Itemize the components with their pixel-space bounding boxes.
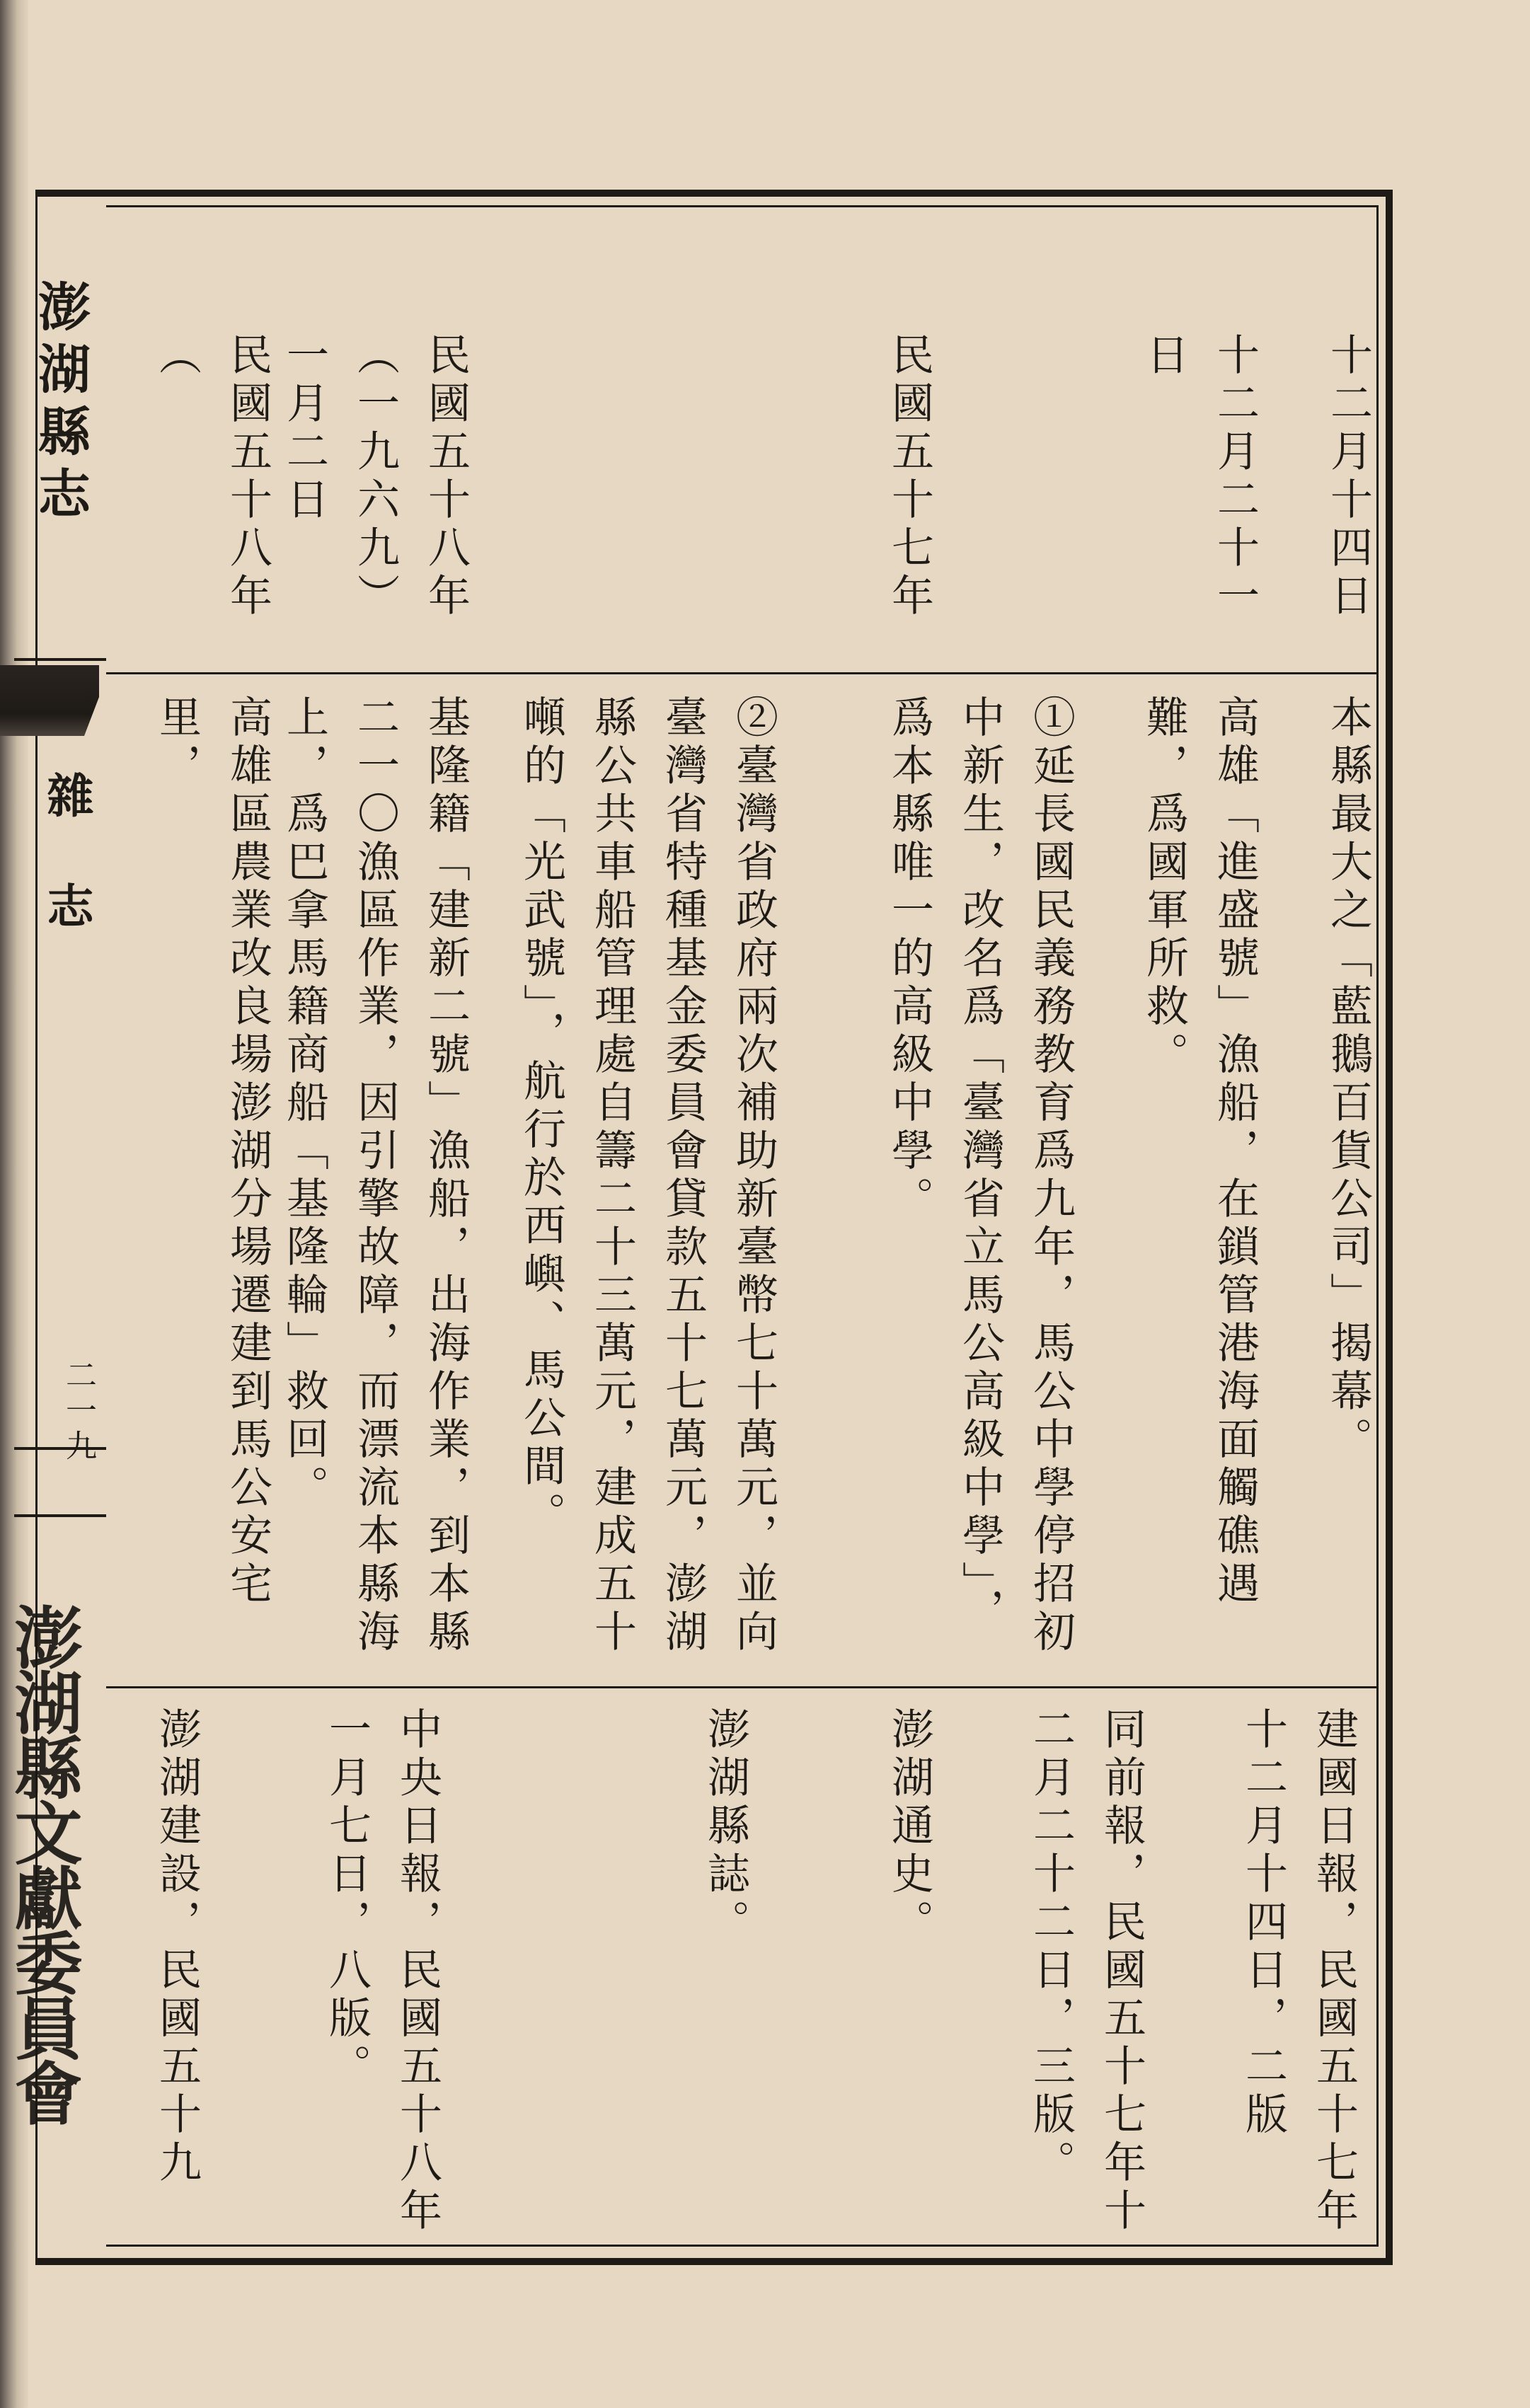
book-title: 澎湖縣志 bbox=[30, 280, 91, 529]
table-rule-bottom bbox=[106, 1686, 1379, 1688]
source-cell: 澎湖縣誌。 bbox=[701, 1707, 750, 1947]
date-cell: 民國五十八年（一九六九）一月二日 bbox=[280, 333, 471, 621]
tab-rule-upper bbox=[14, 658, 106, 661]
section-title: 雜志 bbox=[39, 771, 94, 992]
date-cell: 十二月二十一日 bbox=[1139, 333, 1260, 621]
date-cell: 民國五十七年 bbox=[885, 333, 934, 621]
source-cell: 澎湖建設，民國五十九 bbox=[152, 1707, 202, 2188]
table-rule-top bbox=[106, 672, 1379, 674]
publisher-name: 澎湖縣文獻委員會 bbox=[4, 1603, 84, 2124]
date-cell: 十二月十四日 bbox=[1323, 333, 1373, 621]
event-cell: ①延長國民義務教育爲九年，馬公中學停招初中新生，改名爲「臺灣省立馬公高級中學」，爲本縣唯一的高級中學。 bbox=[885, 695, 1076, 1657]
event-cell: 本縣最大之「藍鵝百貨公司」揭幕。 bbox=[1323, 695, 1373, 1465]
event-cell: 高雄「進盛號」漁船，在鎖管港海面觸礁遇難，爲國軍所救。 bbox=[1139, 695, 1260, 1609]
event-cell: 高雄區農業改良場澎湖分場遷建到馬公安宅里， bbox=[152, 695, 272, 1609]
source-cell: 建國日報，民國五十七年十二月十四日，二版 bbox=[1238, 1707, 1359, 2236]
source-cell: 同前報，民國五十七年十二月二十二日，三版。 bbox=[1026, 1707, 1146, 2236]
source-cell: 澎湖通史。 bbox=[885, 1707, 934, 1947]
event-cell: ②臺灣省政府兩次補助新臺幣七十萬元，並向臺灣省特種基金委員會貸款五十七萬元，澎湖縣公共車船管理處自籌二十三萬元，建成五十噸的「光武號」，航行於西嶼、馬公間。 bbox=[517, 695, 778, 1657]
page-number-rule-bottom bbox=[14, 1514, 106, 1517]
page-number: 二一九 bbox=[60, 1359, 96, 1465]
section-tab-marker bbox=[0, 665, 99, 736]
date-cell: 民國五十八年（ bbox=[152, 333, 272, 621]
event-cell: 基隆籍「建新二號」漁船，出海作業，到本縣二一〇漁區作業，因引擎故障，而漂流本縣海上，爲巴拿馬籍商船「基隆輪」救回。 bbox=[280, 695, 471, 1657]
source-cell: 中央日報，民國五十八年一月七日，八版。 bbox=[322, 1707, 442, 2236]
